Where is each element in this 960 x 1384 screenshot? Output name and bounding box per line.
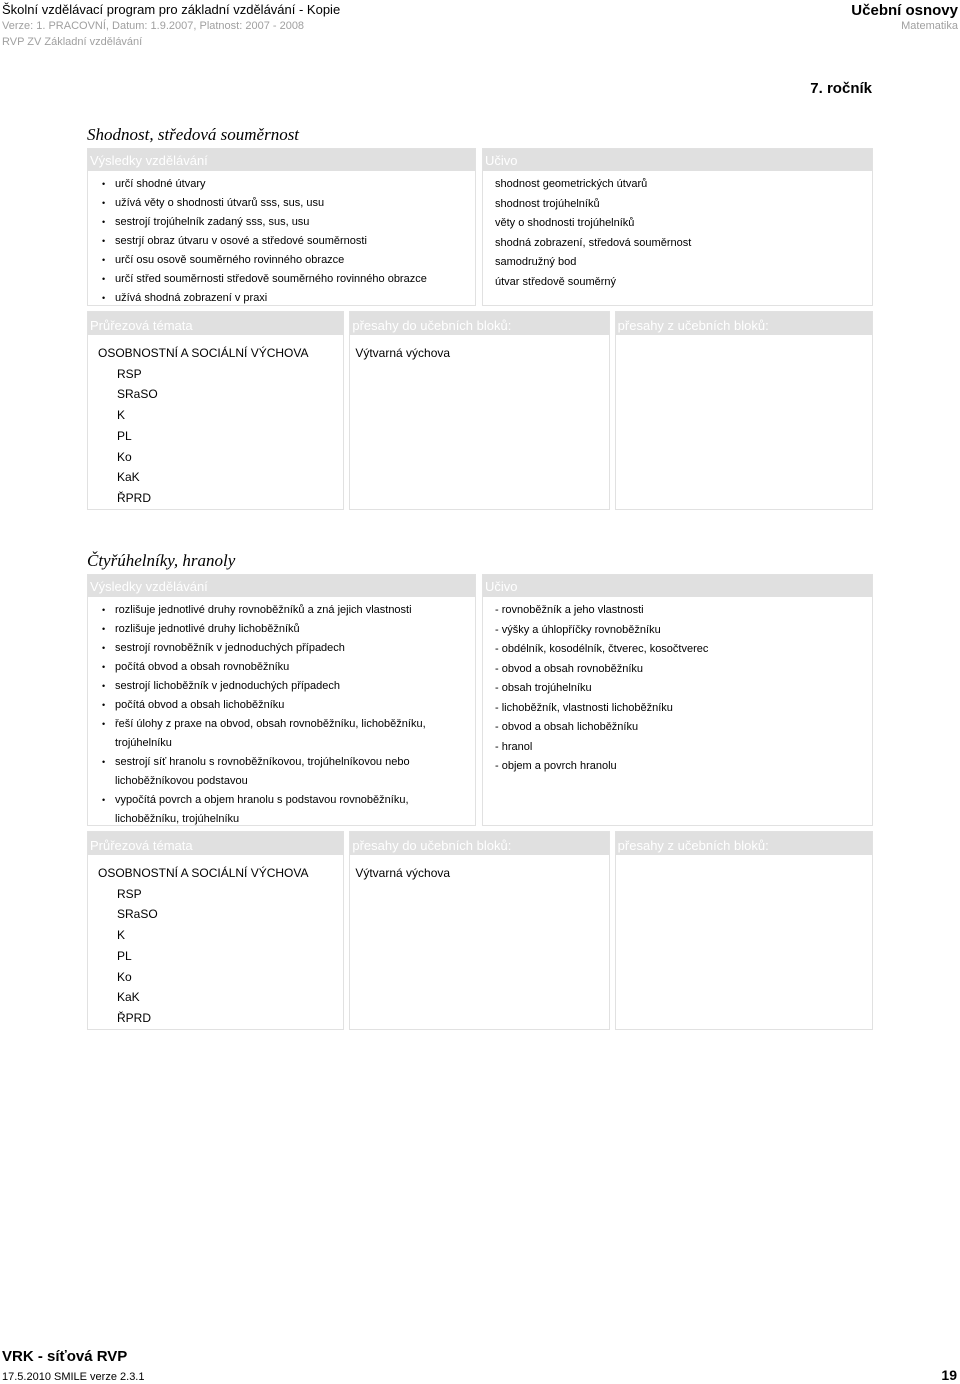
list-item: • sestrojí lichoběžník v jednoduchých případech	[102, 677, 471, 696]
list-item: • rozlišuje jednotlivé druhy rovnoběžníků a zná jejich vlastnosti	[102, 601, 471, 620]
section-ctyruhelniky	[87, 550, 873, 1030]
prurezova-item: Ko	[117, 449, 132, 464]
list-item: - hranol	[495, 740, 533, 753]
list-item: - výšky a úhlopříčky rovnoběžníku	[495, 623, 661, 636]
list-item: • sestrojí síť hranolu s rovnoběžníkovou, trojúhelníkovou nebo lichoběžníkovou podstavou	[102, 753, 471, 791]
prurezova-heading: Průřezová témata	[88, 312, 343, 335]
ucivo-list	[483, 597, 872, 781]
presahy-do-list	[350, 855, 608, 1029]
prurezova-item: ŘPRD	[117, 1010, 152, 1025]
list-item: - obvod a obsah rovnoběžníku	[495, 662, 643, 675]
vysledky-box	[87, 148, 476, 306]
vysledky-list	[88, 597, 475, 833]
presahy-do-box	[349, 831, 609, 1030]
list-item: • počítá obvod a obsah rovnoběžníku	[102, 658, 471, 677]
subject-name: Matematika	[901, 20, 958, 32]
prurezova-item: K	[117, 928, 126, 943]
vysledky-box	[87, 574, 476, 826]
presahy-z-heading: přesahy z učebních bloků:	[616, 312, 872, 335]
footer-title: VRK - síťová RVP	[2, 1348, 128, 1365]
vysledky-list	[88, 171, 475, 312]
list-item: - lichoběžník, vlastnosti lichoběžníku	[495, 701, 673, 714]
list-item: - obvod a obsah lichoběžníku	[495, 721, 639, 733]
prurezova-item: KaK	[117, 470, 140, 485]
ucivo-box	[482, 574, 873, 826]
list-item: • sestrojí trojúhelník zadaný sss, sus, usu	[102, 213, 471, 232]
list-item: • řeší úlohy z praxe na obvod, obsah rovnoběžníku, lichoběžníku, trojúhelníku	[102, 715, 471, 753]
list-item: - objem a povrch hranolu	[495, 760, 617, 772]
page-number: 19	[941, 1367, 957, 1383]
presahy-do-box	[349, 311, 609, 510]
grade-heading: 7. ročník	[810, 80, 872, 97]
rvp-info: RVP ZV Základní vzdělávání	[2, 36, 143, 48]
vysledky-heading: Výsledky vzdělávání	[88, 575, 475, 597]
prurezova-item: KaK	[117, 990, 140, 1005]
prurezova-item: K	[117, 408, 126, 423]
section-shodnost	[87, 124, 873, 510]
prurezova-box	[87, 311, 344, 510]
presahy-z-list	[616, 335, 872, 509]
list-item: shodnost geometrických útvarů	[495, 178, 648, 190]
ucivo-list	[483, 171, 872, 296]
list-item: • užívá shodná zobrazení v praxi	[102, 289, 471, 308]
list-item: • vypočítá povrch a objem hranolu s podstavou rovnoběžníku, lichoběžníku, trojúhelníku	[102, 791, 471, 829]
section-title: Čtyřúhelníky, hranoly	[87, 551, 236, 570]
list-item: • určí shodné útvary	[102, 175, 471, 194]
vysledky-heading: Výsledky vzdělávání	[88, 149, 475, 171]
document-title: Školní vzdělávací program pro základní vzdělávání - Kopie	[2, 2, 341, 17]
list-item: • užívá věty o shodnosti útvarů sss, sus, usu	[102, 194, 471, 213]
prurezova-list	[88, 855, 343, 1029]
presahy-do-heading: přesahy do učebních bloků:	[350, 832, 608, 855]
ucebni-osnovy-heading: Učební osnovy	[851, 2, 958, 19]
prurezova-main: OSOBNOSTNÍ A SOCIÁLNÍ VÝCHOVA	[98, 346, 309, 360]
prurezova-main: OSOBNOSTNÍ A SOCIÁLNÍ VÝCHOVA	[98, 866, 309, 880]
list-item: • určí osu osově souměrného rovinného obrazce	[102, 251, 471, 270]
list-item: věty o shodnosti trojúhelníků	[495, 217, 635, 229]
prurezova-item: PL	[117, 428, 132, 443]
presahy-item: Výtvarná výchova	[355, 346, 451, 360]
prurezova-item: Ko	[117, 969, 132, 984]
list-item: útvar středově souměrný	[495, 275, 617, 288]
list-item: • rozlišuje jednotlivé druhy lichoběžníků	[102, 620, 471, 639]
prurezova-item: RSP	[117, 886, 142, 901]
ucivo-box	[482, 148, 873, 306]
presahy-do-list	[350, 335, 608, 509]
prurezova-item: SRaSO	[117, 907, 158, 922]
list-item: samodružný bod	[495, 256, 577, 268]
prurezova-item: RSP	[117, 366, 142, 381]
list-item: shodnost trojúhelníků	[495, 197, 600, 210]
list-item: • sestrjí obraz útvaru v osové a středové souměrnosti	[102, 232, 471, 251]
presahy-item: Výtvarná výchova	[355, 866, 451, 880]
list-item: - obdélník, kosodélník, čtverec, kosočtverec	[495, 643, 709, 655]
ucivo-heading: Učivo	[483, 575, 872, 597]
prurezova-list	[88, 335, 343, 509]
section-title: Shodnost, středová souměrnost	[87, 125, 300, 144]
presahy-z-box	[615, 831, 873, 1030]
prurezova-item: PL	[117, 948, 132, 963]
prurezova-heading: Průřezová témata	[88, 832, 343, 855]
ucivo-heading: Učivo	[483, 149, 872, 171]
prurezova-box	[87, 831, 344, 1030]
list-item: • určí střed souměrnosti středově souměrného rovinného obrazce	[102, 270, 471, 289]
prurezova-item: SRaSO	[117, 387, 158, 402]
version-info: Verze: 1. PRACOVNÍ, Datum: 1.9.2007, Platnost: 2007 - 2008	[2, 20, 305, 32]
list-item: • počítá obvod a obsah lichoběžníku	[102, 696, 471, 715]
footer-date-version: 17.5.2010 SMILE verze 2.3.1	[2, 1371, 145, 1383]
presahy-do-heading: přesahy do učebních bloků:	[350, 312, 608, 335]
list-item: - obsah trojúhelníku	[495, 682, 592, 694]
list-item: • sestrojí rovnoběžník v jednoduchých případech	[102, 639, 471, 658]
prurezova-item: ŘPRD	[117, 490, 152, 505]
list-item: - rovnoběžník a jeho vlastnosti	[495, 604, 644, 616]
presahy-z-heading: přesahy z učebních bloků:	[616, 832, 872, 855]
presahy-z-box	[615, 311, 873, 510]
presahy-z-list	[616, 855, 872, 1029]
list-item: shodná zobrazení, středová souměrnost	[495, 236, 692, 249]
